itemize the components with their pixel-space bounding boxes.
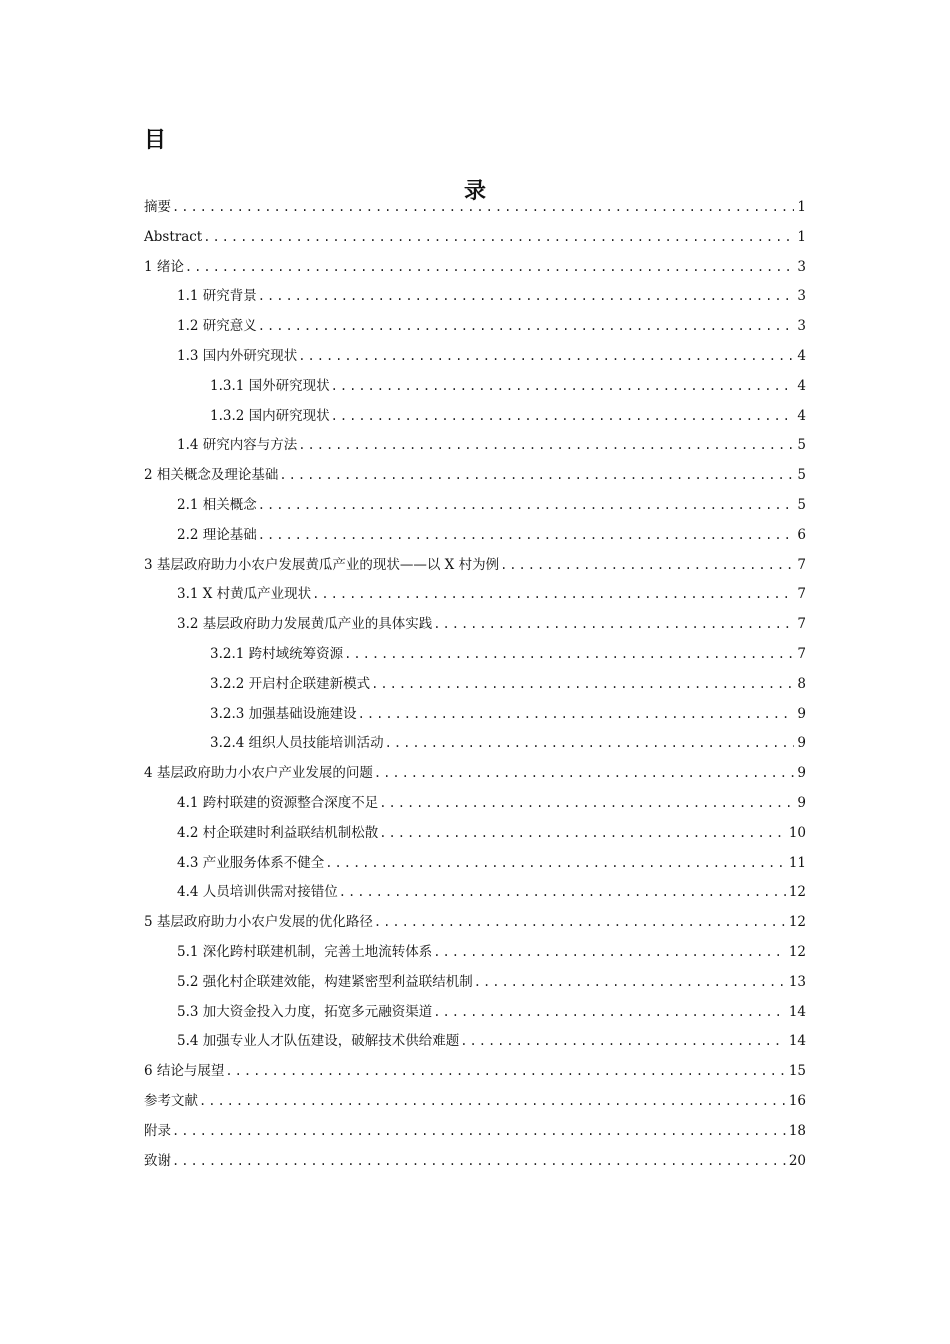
- toc-entry-page-number: 12: [788, 884, 806, 901]
- toc-entry[interactable]: [210, 730, 806, 752]
- toc-dot-leader: [344, 645, 794, 663]
- toc-entry[interactable]: [177, 611, 806, 633]
- toc-entry[interactable]: [177, 581, 806, 603]
- toc-dot-leader: [433, 615, 794, 633]
- toc-entry[interactable]: [177, 522, 806, 544]
- toc-entry-label: 4.1 跨村联建的资源整合深度不足: [177, 795, 379, 811]
- toc-entry[interactable]: [210, 403, 806, 425]
- toc-entry-label: 5.4 加强专业人才队伍建设，破解技术供给难题: [177, 1033, 460, 1050]
- toc-entry-page-number: 5: [797, 437, 806, 454]
- toc-dot-leader: [258, 287, 795, 305]
- toc-entry-label: 1.2 研究意义: [177, 318, 257, 335]
- toc-entry[interactable]: [177, 1028, 806, 1050]
- toc-dot-leader: [500, 556, 794, 574]
- toc-entry-page-number: 4: [797, 407, 806, 424]
- toc-dot-leader: [225, 1062, 785, 1080]
- toc-dot-leader: [339, 883, 786, 901]
- toc-dot-leader: [358, 705, 795, 723]
- toc-entry[interactable]: [144, 1148, 806, 1170]
- toc-entry-page-number: 14: [788, 1003, 806, 1020]
- toc-entry-label: 3.1 X 村黄瓜产业现状: [177, 586, 312, 603]
- toc-entry-page-number: 3: [797, 258, 806, 275]
- toc-entry[interactable]: [144, 909, 806, 931]
- toc-entry[interactable]: [177, 313, 806, 335]
- toc-dot-leader: [371, 675, 794, 693]
- toc-dot-leader: [298, 436, 794, 454]
- toc-dot-leader: [203, 228, 794, 246]
- toc-dot-leader: [172, 1152, 786, 1170]
- toc-entry[interactable]: [177, 432, 806, 454]
- toc-entry-label: Abstract: [144, 228, 203, 245]
- toc-entry-label: 附录: [144, 1122, 171, 1139]
- toc-dot-leader: [258, 496, 795, 514]
- toc-dot-leader: [433, 1003, 786, 1021]
- toc-entry-page-number: 8: [797, 675, 806, 692]
- toc-entry[interactable]: [177, 343, 806, 365]
- toc-entry-page-number: 12: [788, 914, 806, 931]
- toc-entry[interactable]: [144, 462, 806, 484]
- toc-dot-leader: [474, 973, 786, 991]
- toc-entry-page-number: 7: [797, 556, 806, 573]
- toc-entry-page-number: 20: [788, 1152, 806, 1169]
- toc-dot-leader: [374, 913, 786, 931]
- toc-entry-page-number: 4: [797, 348, 806, 364]
- toc-entry-label: 3.2.2 开启村企联建新模式: [210, 675, 371, 692]
- toc-entry[interactable]: [144, 1088, 806, 1110]
- toc-entry-page-number: 9: [797, 795, 806, 811]
- toc-dot-leader: [460, 1032, 786, 1050]
- toc-entry[interactable]: [177, 879, 806, 901]
- toc-entry-label: 3.2.4 组织人员技能培训活动: [210, 735, 384, 752]
- toc-entry-label: 1 绪论: [144, 258, 184, 275]
- toc-entry-page-number: 18: [788, 1122, 806, 1139]
- toc-entry-label: 3.2 基层政府助力发展黄瓜产业的具体实践: [177, 616, 433, 633]
- toc-entry[interactable]: [144, 1118, 806, 1140]
- toc-entry[interactable]: [177, 939, 806, 961]
- toc-dot-leader: [374, 764, 795, 782]
- toc-heading-part-1: 目: [144, 128, 167, 153]
- toc-entry-label: 1.4 研究内容与方法: [177, 437, 298, 454]
- toc-heading-part-2: 录: [463, 179, 486, 204]
- toc-entry[interactable]: [177, 969, 806, 991]
- toc-entry-label: 3 基层政府助力小农户发展黄瓜产业的现状——以 X 村为例: [144, 556, 500, 573]
- toc-entry-page-number: 1: [797, 199, 806, 215]
- toc-entry-page-number: 12: [788, 944, 806, 960]
- toc-entry[interactable]: [210, 671, 806, 693]
- toc-entry[interactable]: [177, 492, 806, 514]
- toc-entry[interactable]: [177, 283, 806, 305]
- toc-entry-label: 致谢: [144, 1152, 171, 1169]
- toc-dot-leader: [433, 943, 786, 961]
- toc-entry-label: 5 基层政府助力小农户发展的优化路径: [144, 914, 373, 931]
- toc-entry-label: 1.3.1 国外研究现状: [210, 377, 330, 394]
- toc-entry-label: 1.1 研究背景: [177, 288, 257, 305]
- toc-entry-label: 摘要: [144, 199, 171, 215]
- toc-entry-page-number: 9: [797, 735, 806, 752]
- toc-dot-leader: [331, 377, 795, 395]
- toc-entry-label: 参考文献: [144, 1093, 198, 1109]
- toc-entry[interactable]: [177, 790, 806, 812]
- toc-dot-leader: [199, 1092, 786, 1110]
- toc-entry-label: 4.4 人员培训供需对接错位: [177, 884, 338, 901]
- toc-entry[interactable]: [144, 224, 806, 246]
- toc-entry-page-number: 7: [797, 646, 806, 662]
- toc-dot-leader: [379, 824, 786, 842]
- toc-dot-leader: [325, 854, 786, 872]
- toc-dot-leader: [279, 466, 794, 484]
- toc-entry-label: 2.1 相关概念: [177, 497, 257, 513]
- toc-dot-leader: [185, 258, 795, 276]
- toc-entry-page-number: 13: [788, 973, 806, 990]
- toc-entry-page-number: 9: [797, 765, 806, 782]
- toc-entry-label: 1.3 国内外研究现状: [177, 348, 298, 364]
- toc-entry-page-number: 15: [788, 1063, 806, 1080]
- toc-entry[interactable]: [144, 552, 806, 574]
- toc-dot-leader: [258, 317, 795, 335]
- toc-entry-page-number: 10: [788, 824, 806, 841]
- toc-dot-leader: [258, 526, 795, 544]
- toc-entry-label: 1.3.2 国内研究现状: [210, 407, 330, 424]
- toc-entry-page-number: 4: [797, 377, 806, 394]
- toc-dot-leader: [312, 585, 794, 603]
- toc-entry[interactable]: [177, 820, 806, 842]
- toc-entry-page-number: 11: [788, 854, 806, 871]
- toc-entry-label: 5.2 强化村企联建效能，构建紧密型利益联结机制: [177, 973, 473, 990]
- toc-entry-label: 4.3 产业服务体系不健全: [177, 854, 325, 871]
- toc-entry-page-number: 5: [797, 467, 806, 484]
- toc-dot-leader: [172, 1122, 786, 1140]
- toc-entry-page-number: 3: [797, 318, 806, 335]
- toc-entry[interactable]: [144, 760, 806, 782]
- toc-entry-page-number: 16: [788, 1093, 806, 1109]
- toc-entry[interactable]: [144, 1058, 806, 1080]
- toc-entry-page-number: 3: [797, 288, 806, 305]
- toc-entry-label: 4 基层政府助力小农户产业发展的问题: [144, 765, 373, 782]
- toc-entry-page-number: 5: [797, 497, 806, 513]
- toc-entry[interactable]: [210, 701, 806, 723]
- toc-dot-leader: [298, 347, 794, 365]
- toc-entry-page-number: 1: [797, 228, 806, 245]
- toc-dot-leader: [331, 407, 795, 425]
- toc-dot-leader: [172, 198, 794, 216]
- toc-entry-label: 5.1 深化跨村联建机制，完善土地流转体系: [177, 944, 433, 960]
- toc-entry[interactable]: [210, 373, 806, 395]
- toc-dot-leader: [379, 794, 794, 812]
- toc-dot-leader: [385, 734, 795, 752]
- toc-entry-page-number: 7: [797, 616, 806, 633]
- toc-entry-label: 5.3 加大资金投入力度，拓宽多元融资渠道: [177, 1003, 433, 1020]
- toc-entry-label: 3.2.3 加强基础设施建设: [210, 705, 357, 722]
- toc-entry-label: 6 结论与展望: [144, 1063, 225, 1080]
- toc-entry-label: 4.2 村企联建时利益联结机制松散: [177, 824, 379, 841]
- toc-entry-page-number: 14: [788, 1033, 806, 1050]
- toc-entry[interactable]: [210, 641, 806, 663]
- toc-entry[interactable]: [144, 194, 806, 216]
- toc-entry[interactable]: [177, 850, 806, 872]
- toc-entry-label: 3.2.1 跨村域统筹资源: [210, 646, 344, 662]
- toc-entry-page-number: 9: [797, 705, 806, 722]
- toc-entry-page-number: 7: [797, 586, 806, 603]
- toc-entry-page-number: 6: [797, 526, 806, 543]
- toc-entry[interactable]: [177, 999, 806, 1021]
- toc-entry-label: 2.2 理论基础: [177, 526, 257, 543]
- toc-entry-label: 2 相关概念及理论基础: [144, 467, 279, 484]
- toc-entry[interactable]: [144, 254, 806, 276]
